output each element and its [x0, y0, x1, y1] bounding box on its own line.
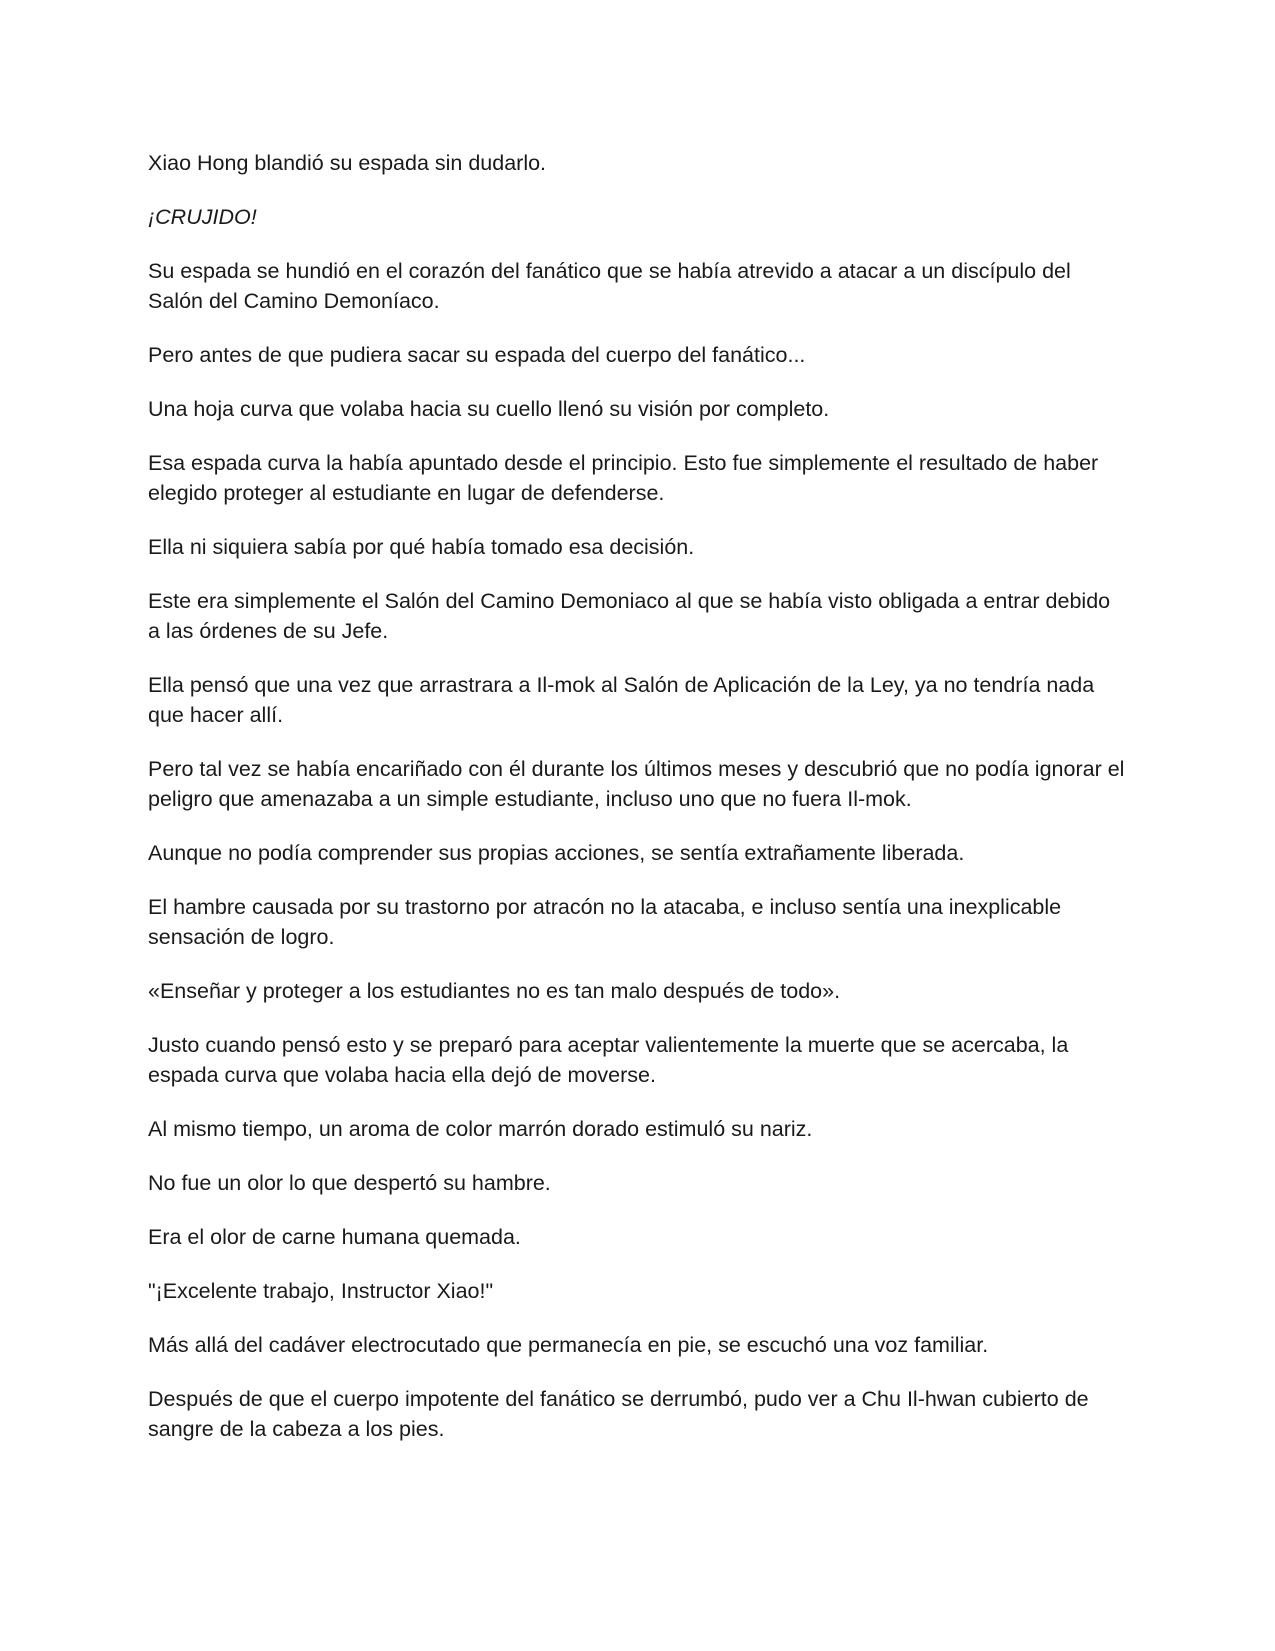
paragraph: Ella pensó que una vez que arrastrara a Il-mok al Salón de Aplicación de la Ley, ya no tendría nada que hacer allí. — [148, 673, 1095, 727]
paragraph: Era el olor de carne humana quemada. — [148, 1225, 521, 1249]
paragraph: Aunque no podía comprender sus propias acciones, se sentía extrañamente liberada. — [148, 841, 965, 865]
document-body — [148, 148, 1128, 1468]
paragraph: Al mismo tiempo, un aroma de color marrón dorado estimuló su nariz. — [148, 1117, 813, 1141]
paragraph: Pero antes de que pudiera sacar su espada del cuerpo del fanático... — [148, 343, 806, 367]
paragraph: Una hoja curva que volaba hacia su cuello llenó su visión por completo. — [148, 397, 830, 421]
paragraph: No fue un olor lo que despertó su hambre. — [148, 1171, 551, 1195]
paragraph: Su espada se hundió en el corazón del fanático que se había atrevido a atacar a un discípulo del Salón del Camino Demoníaco. — [148, 259, 1071, 313]
paragraph: Esa espada curva la había apuntado desde el principio. Esto fue simplemente el resultado de haber elegido proteger al estudiante en lugar de defenderse. — [148, 451, 1099, 505]
paragraph: Ella ni siquiera sabía por qué había tomado esa decisión. — [148, 535, 695, 559]
paragraph-dialogue: "¡Excelente trabajo, Instructor Xiao!" — [148, 1279, 494, 1303]
paragraph: Justo cuando pensó esto y se preparó para aceptar valientemente la muerte que se acercaba, la espada curva que volaba hacia ella dejó de moverse. — [148, 1033, 1069, 1087]
paragraph-quote: «Enseñar y proteger a los estudiantes no es tan malo después de todo». — [148, 979, 841, 1003]
paragraph: Pero tal vez se había encariñado con él durante los últimos meses y descubrió que no podía ignorar el peligro que amenazaba a un simple estudiante, incluso uno que no fuera Il-mok. — [148, 757, 1125, 811]
paragraph: Xiao Hong blandió su espada sin dudarlo. — [148, 151, 547, 175]
paragraph: Este era simplemente el Salón del Camino Demoniaco al que se había visto obligada a entrar debido a las órdenes de su Jefe. — [148, 589, 1111, 643]
paragraph-sound-effect: ¡CRUJIDO! — [148, 205, 257, 229]
paragraph: El hambre causada por su trastorno por atracón no la atacaba, e incluso sentía una inexplicable sensación de logro. — [148, 895, 1062, 949]
paragraph: Después de que el cuerpo impotente del fanático se derrumbó, pudo ver a Chu Il-hwan cubierto de sangre de la cabeza a los pies. — [148, 1387, 1089, 1441]
paragraph: Más allá del cadáver electrocutado que permanecía en pie, se escuchó una voz familiar. — [148, 1333, 989, 1357]
